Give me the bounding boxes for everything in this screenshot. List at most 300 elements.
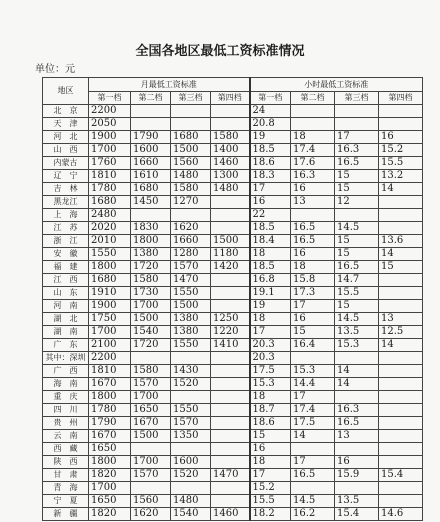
hourly-wage-cell: 20.3	[250, 339, 291, 352]
monthly-wage-cell: 1460	[211, 508, 250, 521]
monthly-wage-cell: 1480	[211, 183, 250, 196]
hourly-wage-cell: 16.4	[291, 339, 335, 352]
monthly-wage-cell: 1410	[211, 339, 250, 352]
hourly-wage-cell: 18.6	[250, 417, 291, 430]
region-cell: 重 庆	[43, 391, 89, 404]
monthly-wage-cell	[211, 352, 250, 365]
monthly-wage-cell	[211, 209, 250, 222]
monthly-wage-cell	[211, 365, 250, 378]
hourly-wage-cell: 18.5	[250, 222, 291, 235]
table-body	[43, 105, 423, 521]
monthly-wage-cell: 1250	[211, 313, 250, 326]
table-row	[43, 417, 423, 430]
monthly-wage-cell: 1220	[211, 326, 250, 339]
hourly-wage-cell: 17.3	[291, 287, 335, 300]
hourly-wage-cell	[335, 118, 379, 131]
hourly-wage-cell	[291, 105, 335, 118]
hourly-wage-cell: 14.4	[291, 378, 335, 391]
table-row	[43, 196, 423, 209]
table-row	[43, 235, 423, 248]
hourly-wage-cell: 13	[291, 196, 335, 209]
hourly-wage-cell: 15	[335, 235, 379, 248]
hourly-tier-header: 第一档	[250, 92, 291, 105]
region-cell: 其中：深圳	[43, 352, 89, 365]
monthly-wage-cell: 1470	[211, 469, 250, 482]
region-cell: 山 东	[43, 287, 89, 300]
monthly-wage-cell: 1660	[131, 157, 171, 170]
hourly-wage-cell: 16.5	[335, 261, 379, 274]
monthly-wage-cell	[131, 352, 171, 365]
monthly-wage-cell: 2100	[89, 339, 131, 352]
region-cell: 贵 州	[43, 417, 89, 430]
monthly-wage-cell	[171, 352, 211, 365]
monthly-wage-cell: 1450	[131, 196, 171, 209]
region-cell: 浙 江	[43, 235, 89, 248]
monthly-wage-cell	[131, 482, 171, 495]
hourly-wage-cell: 14.6	[379, 508, 423, 521]
monthly-wage-cell: 1910	[89, 287, 131, 300]
monthly-wage-cell: 2200	[89, 105, 131, 118]
hourly-wage-cell	[291, 482, 335, 495]
monthly-wage-cell: 1570	[171, 261, 211, 274]
hourly-wage-cell: 15.4	[335, 508, 379, 521]
region-cell: 山 西	[43, 144, 89, 157]
hourly-wage-cell	[379, 495, 423, 508]
monthly-wage-cell: 1780	[89, 183, 131, 196]
hourly-wage-cell: 15	[250, 430, 291, 443]
monthly-tier-header: 第一档	[89, 92, 131, 105]
hourly-wage-cell: 15.5	[250, 495, 291, 508]
monthly-wage-cell	[171, 443, 211, 456]
hourly-wage-cell	[379, 300, 423, 313]
hourly-wage-cell	[379, 404, 423, 417]
monthly-wage-cell: 1540	[171, 508, 211, 521]
hourly-wage-cell	[379, 443, 423, 456]
monthly-wage-cell: 2200	[89, 352, 131, 365]
hourly-wage-cell: 12	[335, 196, 379, 209]
monthly-wage-cell: 1800	[89, 261, 131, 274]
monthly-wage-cell: 1400	[211, 144, 250, 157]
monthly-wage-cell: 1670	[89, 378, 131, 391]
monthly-tier-header: 第四档	[211, 92, 250, 105]
monthly-wage-cell: 1730	[131, 287, 171, 300]
monthly-wage-cell: 1350	[171, 430, 211, 443]
monthly-wage-cell: 1380	[171, 313, 211, 326]
monthly-wage-cell: 1430	[171, 365, 211, 378]
monthly-wage-cell	[211, 300, 250, 313]
hourly-wage-cell: 18.5	[250, 261, 291, 274]
hourly-wage-cell: 15	[379, 261, 423, 274]
monthly-wage-cell: 1800	[89, 391, 131, 404]
hourly-wage-cell: 15	[335, 170, 379, 183]
hourly-wage-cell: 14	[335, 378, 379, 391]
region-cell: 安 徽	[43, 248, 89, 261]
hourly-wage-cell: 13	[379, 313, 423, 326]
monthly-wage-cell: 1500	[171, 300, 211, 313]
monthly-wage-cell: 1650	[89, 495, 131, 508]
region-cell: 上 海	[43, 209, 89, 222]
monthly-wage-cell	[211, 118, 250, 131]
hourly-wage-cell	[335, 209, 379, 222]
hourly-wage-cell: 18	[250, 248, 291, 261]
monthly-wage-cell: 1500	[211, 235, 250, 248]
hourly-wage-cell: 14.7	[335, 274, 379, 287]
hourly-wage-cell: 18.3	[250, 170, 291, 183]
hourly-wage-cell	[335, 482, 379, 495]
hourly-wage-cell: 15	[335, 248, 379, 261]
monthly-wage-cell: 1680	[171, 131, 211, 144]
monthly-wage-cell: 1560	[131, 495, 171, 508]
region-cell: 海 南	[43, 378, 89, 391]
hourly-wage-cell: 17	[335, 131, 379, 144]
hourly-wage-cell: 16.2	[291, 508, 335, 521]
table-row	[43, 404, 423, 417]
table-row	[43, 144, 423, 157]
monthly-wage-cell: 1520	[171, 469, 211, 482]
table-row	[43, 105, 423, 118]
monthly-wage-cell: 1300	[211, 170, 250, 183]
hourly-wage-cell	[379, 196, 423, 209]
monthly-wage-cell	[211, 222, 250, 235]
monthly-wage-cell: 1480	[171, 170, 211, 183]
monthly-wage-cell: 1680	[89, 274, 131, 287]
table-row	[43, 469, 423, 482]
region-cell: 天 津	[43, 118, 89, 131]
region-cell: 辽 宁	[43, 170, 89, 183]
monthly-wage-cell: 1700	[131, 391, 171, 404]
hourly-wage-cell: 14	[291, 430, 335, 443]
hourly-wage-cell: 16	[291, 313, 335, 326]
monthly-wage-cell: 1550	[171, 339, 211, 352]
monthly-wage-cell: 1680	[131, 183, 171, 196]
table-row	[43, 495, 423, 508]
hourly-wage-cell	[335, 443, 379, 456]
monthly-wage-cell: 1380	[131, 248, 171, 261]
hourly-wage-cell: 16	[379, 131, 423, 144]
hourly-wage-cell	[379, 222, 423, 235]
monthly-wage-cell: 1660	[171, 235, 211, 248]
table-row	[43, 365, 423, 378]
region-cell: 西 藏	[43, 443, 89, 456]
monthly-wage-cell	[211, 456, 250, 469]
monthly-wage-cell: 1800	[131, 235, 171, 248]
hourly-wage-cell	[379, 287, 423, 300]
monthly-wage-cell	[211, 443, 250, 456]
hourly-wage-cell: 17	[250, 469, 291, 482]
monthly-wage-cell	[171, 482, 211, 495]
hourly-wage-cell: 15.3	[335, 339, 379, 352]
hourly-wage-cell: 18	[250, 313, 291, 326]
hourly-wage-cell	[335, 352, 379, 365]
monthly-wage-cell: 1790	[89, 417, 131, 430]
hourly-wage-cell: 24	[250, 105, 291, 118]
monthly-wage-cell	[211, 417, 250, 430]
monthly-wage-cell: 1500	[131, 313, 171, 326]
monthly-wage-cell	[211, 482, 250, 495]
hourly-wage-cell: 17.5	[291, 417, 335, 430]
hourly-wage-cell: 17	[291, 391, 335, 404]
table-row	[43, 157, 423, 170]
table-row	[43, 222, 423, 235]
table-row	[43, 378, 423, 391]
page-title: 全国各地区最低工资标准情况	[135, 44, 305, 59]
monthly-wage-cell: 1470	[171, 274, 211, 287]
hourly-wage-cell: 13	[335, 430, 379, 443]
table-row	[43, 131, 423, 144]
monthly-wage-cell	[171, 105, 211, 118]
hourly-wage-cell	[335, 391, 379, 404]
hourly-wage-cell: 15.3	[291, 365, 335, 378]
table-row	[43, 300, 423, 313]
hourly-wage-cell: 15	[335, 183, 379, 196]
hourly-wage-cell: 17	[250, 326, 291, 339]
monthly-wage-cell: 1580	[131, 274, 171, 287]
monthly-wage-cell	[171, 391, 211, 404]
monthly-wage-cell	[131, 443, 171, 456]
hourly-wage-cell: 15.2	[250, 482, 291, 495]
monthly-wage-cell: 2050	[89, 118, 131, 131]
monthly-wage-cell	[211, 378, 250, 391]
hourly-wage-cell: 16.3	[335, 144, 379, 157]
hourly-wage-cell: 14	[379, 248, 423, 261]
monthly-wage-cell: 1700	[131, 300, 171, 313]
monthly-wage-cell: 1270	[171, 196, 211, 209]
hourly-wage-cell: 13.5	[335, 326, 379, 339]
table-row	[43, 456, 423, 469]
monthly-wage-cell	[171, 209, 211, 222]
monthly-wage-cell: 1820	[89, 469, 131, 482]
region-cell: 陕 西	[43, 456, 89, 469]
monthly-wage-cell: 1380	[171, 326, 211, 339]
hourly-wage-cell: 16.5	[291, 469, 335, 482]
table-row	[43, 261, 423, 274]
monthly-wage-cell	[211, 274, 250, 287]
table-row	[43, 326, 423, 339]
monthly-wage-cell: 1900	[89, 300, 131, 313]
monthly-wage-cell: 1750	[89, 313, 131, 326]
hourly-tier-header: 第三档	[335, 92, 379, 105]
hourly-wage-cell: 16	[291, 183, 335, 196]
hourly-tier-header: 第四档	[379, 92, 423, 105]
hourly-wage-cell: 15.9	[335, 469, 379, 482]
monthly-wage-cell	[131, 118, 171, 131]
region-cell: 云 南	[43, 430, 89, 443]
wage-table	[42, 77, 423, 521]
monthly-wage-cell: 1810	[89, 365, 131, 378]
monthly-wage-cell: 1700	[89, 144, 131, 157]
monthly-wage-cell: 1570	[171, 417, 211, 430]
hourly-wage-cell: 15.4	[379, 469, 423, 482]
hourly-wage-cell	[335, 105, 379, 118]
hourly-wage-cell: 18	[250, 391, 291, 404]
hourly-wage-cell: 19	[250, 131, 291, 144]
hourly-wage-cell: 13.6	[379, 235, 423, 248]
hourly-wage-cell: 18.7	[250, 404, 291, 417]
region-cell: 河 北	[43, 131, 89, 144]
table-row	[43, 482, 423, 495]
hourly-wage-cell: 14.5	[335, 313, 379, 326]
hourly-wage-cell: 18.4	[250, 235, 291, 248]
monthly-wage-cell: 1810	[89, 170, 131, 183]
monthly-wage-cell: 1600	[171, 456, 211, 469]
hourly-wage-cell: 17	[291, 456, 335, 469]
region-cell: 青 海	[43, 482, 89, 495]
unit-label: 单位：元	[35, 64, 75, 75]
hourly-wage-cell: 16.5	[335, 157, 379, 170]
hourly-wage-cell: 15.2	[379, 144, 423, 157]
monthly-wage-cell: 1650	[89, 443, 131, 456]
table-row	[43, 391, 423, 404]
monthly-wage-cell	[211, 430, 250, 443]
hourly-wage-cell: 17	[291, 300, 335, 313]
monthly-wage-cell: 1500	[171, 144, 211, 157]
hourly-wage-cell: 16	[250, 196, 291, 209]
table-row	[43, 170, 423, 183]
hourly-wage-cell: 14.5	[291, 495, 335, 508]
table-row	[43, 209, 423, 222]
monthly-wage-cell: 1790	[131, 131, 171, 144]
monthly-wage-cell: 1620	[131, 508, 171, 521]
hourly-wage-cell: 16	[335, 456, 379, 469]
monthly-wage-cell: 1570	[131, 469, 171, 482]
hourly-wage-cell: 16	[291, 248, 335, 261]
region-cell: 北 京	[43, 105, 89, 118]
table-row	[43, 118, 423, 131]
monthly-wage-cell: 1540	[131, 326, 171, 339]
monthly-wage-cell	[171, 118, 211, 131]
monthly-wage-cell	[211, 391, 250, 404]
monthly-wage-cell: 1180	[211, 248, 250, 261]
monthly-wage-cell: 1420	[211, 261, 250, 274]
table-row	[43, 313, 423, 326]
hourly-wage-cell: 15	[335, 300, 379, 313]
hourly-wage-cell	[291, 118, 335, 131]
monthly-wage-cell: 1760	[89, 157, 131, 170]
hourly-wage-cell: 12.5	[379, 326, 423, 339]
hourly-wage-cell	[379, 482, 423, 495]
region-cell: 黑龙江	[43, 196, 89, 209]
monthly-tier-header: 第三档	[171, 92, 211, 105]
monthly-wage-cell: 2010	[89, 235, 131, 248]
monthly-wage-cell: 1700	[89, 326, 131, 339]
monthly-wage-cell: 1670	[131, 417, 171, 430]
monthly-wage-cell	[131, 209, 171, 222]
hourly-wage-cell	[379, 378, 423, 391]
hourly-wage-cell: 17.5	[250, 365, 291, 378]
monthly-wage-cell: 1720	[131, 339, 171, 352]
monthly-wage-cell: 1550	[171, 287, 211, 300]
hourly-wage-cell: 16.5	[291, 222, 335, 235]
region-cell: 甘 肃	[43, 469, 89, 482]
monthly-wage-cell: 2480	[89, 209, 131, 222]
hourly-wage-cell	[379, 274, 423, 287]
table-row	[43, 508, 423, 521]
hourly-wage-cell	[291, 352, 335, 365]
hourly-wage-cell: 16.5	[335, 417, 379, 430]
monthly-wage-cell: 1580	[171, 183, 211, 196]
hourly-wage-cell	[379, 365, 423, 378]
hourly-wage-cell: 16.3	[291, 170, 335, 183]
hourly-wage-cell: 19.1	[250, 287, 291, 300]
monthly-wage-cell: 1460	[211, 157, 250, 170]
region-cell: 吉 林	[43, 183, 89, 196]
monthly-wage-cell	[211, 495, 250, 508]
region-cell: 广 西	[43, 365, 89, 378]
monthly-wage-cell: 1720	[131, 261, 171, 274]
region-header: 地区	[43, 78, 89, 105]
monthly-wage-cell: 1610	[131, 170, 171, 183]
hourly-wage-cell: 18.2	[250, 508, 291, 521]
hourly-wage-cell: 15	[291, 326, 335, 339]
hourly-tier-header: 第二档	[291, 92, 335, 105]
region-cell: 湖 北	[43, 313, 89, 326]
hourly-wage-cell: 20.3	[250, 352, 291, 365]
monthly-wage-cell	[131, 105, 171, 118]
hourly-wage-cell	[379, 391, 423, 404]
table-row	[43, 248, 423, 261]
hourly-wage-cell	[291, 209, 335, 222]
monthly-wage-cell: 1500	[131, 430, 171, 443]
monthly-wage-cell: 1700	[89, 482, 131, 495]
monthly-wage-cell: 1780	[89, 404, 131, 417]
monthly-wage-cell: 1900	[89, 131, 131, 144]
hourly-wage-cell: 19	[250, 300, 291, 313]
monthly-wage-cell	[211, 404, 250, 417]
region-cell: 江 苏	[43, 222, 89, 235]
hourly-wage-cell: 16.8	[250, 274, 291, 287]
hourly-wage-cell: 15.8	[291, 274, 335, 287]
monthly-wage-cell: 1550	[171, 404, 211, 417]
monthly-wage-cell: 1580	[131, 365, 171, 378]
hourly-wage-cell: 13.2	[379, 170, 423, 183]
monthly-tier-header: 第二档	[131, 92, 171, 105]
monthly-wage-cell: 1700	[131, 456, 171, 469]
hourly-wage-cell: 17.4	[291, 404, 335, 417]
monthly-wage-cell	[211, 196, 250, 209]
hourly-wage-cell	[379, 209, 423, 222]
hourly-wage-cell: 18	[291, 131, 335, 144]
hourly-wage-cell: 17.6	[291, 157, 335, 170]
hourly-wage-cell: 18.5	[250, 144, 291, 157]
region-cell: 福 建	[43, 261, 89, 274]
hourly-wage-cell: 16	[250, 443, 291, 456]
region-cell: 新 疆	[43, 508, 89, 521]
monthly-wage-cell: 1830	[131, 222, 171, 235]
hourly-wage-cell	[379, 430, 423, 443]
monthly-wage-cell: 1680	[89, 196, 131, 209]
hourly-wage-cell: 15.5	[379, 157, 423, 170]
hourly-wage-cell: 22	[250, 209, 291, 222]
monthly-wage-cell: 1560	[171, 157, 211, 170]
monthly-header: 月最低工资标准	[89, 78, 250, 92]
hourly-wage-cell	[291, 443, 335, 456]
region-cell: 江 西	[43, 274, 89, 287]
table-row	[43, 352, 423, 365]
hourly-wage-cell	[379, 352, 423, 365]
hourly-wage-cell	[379, 456, 423, 469]
region-cell: 宁 夏	[43, 495, 89, 508]
monthly-wage-cell: 1820	[89, 508, 131, 521]
monthly-wage-cell: 1650	[131, 404, 171, 417]
hourly-header: 小时最低工资标准	[250, 78, 423, 92]
table-row	[43, 443, 423, 456]
monthly-wage-cell	[211, 105, 250, 118]
monthly-wage-cell: 1570	[131, 378, 171, 391]
hourly-wage-cell: 17.4	[291, 144, 335, 157]
region-cell: 湖 南	[43, 326, 89, 339]
hourly-wage-cell: 13.5	[335, 495, 379, 508]
region-cell: 内蒙古	[43, 157, 89, 170]
